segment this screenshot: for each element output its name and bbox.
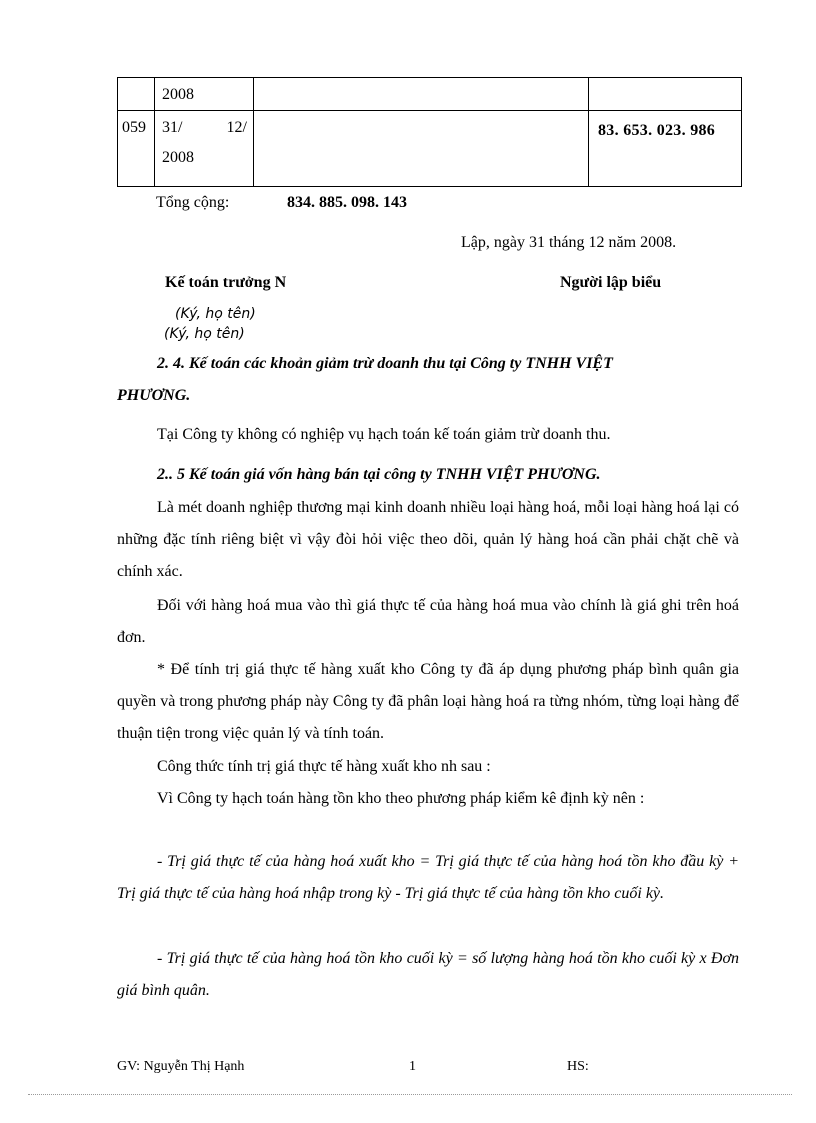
table-cell-date	[155, 111, 254, 187]
amount-value: 83. 653. 023. 986	[598, 122, 716, 139]
table-cell-amount	[589, 78, 742, 111]
paragraph: Đối với hàng hoá mua vào thì giá thực tế của hàng hoá mua vào chính là giá ghi trên hoá đơn.	[117, 597, 739, 646]
signature-note: (Ký, họ tên)	[164, 326, 245, 342]
ledger-table	[117, 77, 742, 187]
section-heading-2-4	[117, 348, 739, 412]
date-day-month	[162, 113, 247, 143]
code-text: 059	[122, 119, 146, 136]
table-row	[118, 78, 742, 111]
date-line: Lập, ngày 31 tháng 12 năm 2008.	[461, 234, 677, 251]
table-cell-code	[118, 78, 155, 111]
paragraph: * Để tính trị giá thực tế hàng xuất kho Công ty đã áp dụng phương pháp bình quân gia quyền và trong phương pháp này Công ty đã phân loại hàng hoá ra từng nhóm, từng loại hàng để thuận tiện trong việc quản lý và tính toán.	[117, 661, 739, 742]
date-day: 31/	[162, 119, 183, 136]
page-break-divider	[28, 1094, 792, 1095]
total-value: 834. 885. 098. 143	[287, 194, 407, 211]
formula-paragraph: - Trị giá thực tế của hàng hoá xuất kho = Trị giá thực tế của hàng hoá tồn kho đầu kỳ + Trị giá thực tế của hàng hoá nhập trong kỳ - Trị giá thực tế của hàng tồn kho cuối kỳ.	[117, 853, 739, 902]
signature-right-title: Người lập biểu	[560, 274, 662, 291]
table-cell-description	[254, 78, 589, 111]
formula-paragraph: - Trị giá thực tế của hàng hoá tồn kho cuối kỳ = số lượng hàng hoá tồn kho cuối kỳ x Đơn giá bình quân.	[117, 950, 739, 999]
table-row	[118, 111, 742, 187]
footer-teacher: GV: Nguyễn Thị Hạnh	[117, 1059, 245, 1074]
date-month: 12/	[226, 119, 247, 136]
section-2-4-text: Tại Công ty không có nghiệp vụ hạch toán kế toán giảm trừ doanh thu.	[157, 426, 611, 443]
section-heading-2-5: 2.. 5 Kế toán giá vốn hàng bán tại công ty TNHH VIỆT PHƯƠNG.	[157, 466, 601, 483]
date-year: 2008	[162, 149, 194, 166]
footer-student: HS:	[567, 1059, 589, 1074]
heading-line: 2. 4. Kế toán các khoản giảm trừ doanh thu tại Công ty TNHH VIỆT	[157, 355, 613, 372]
total-label: Tổng cộng:	[156, 194, 230, 211]
signature-left-title: Kế toán trưởng N	[165, 274, 287, 291]
date-year-text: 2008	[162, 86, 194, 103]
footer-page-number: 1	[409, 1059, 416, 1074]
paragraph: Công thức tính trị giá thực tế hàng xuất kho nh sau :	[157, 758, 491, 775]
heading-line: PHƯƠNG.	[117, 387, 191, 404]
paragraph: Vì Công ty hạch toán hàng tồn kho theo phương pháp kiểm kê định kỳ nên :	[157, 790, 645, 807]
signature-note: (Ký, họ tên)	[175, 306, 256, 322]
table-cell-description	[254, 111, 589, 187]
paragraph: Là mét doanh nghiệp thương mại kinh doanh nhiều loại hàng hoá, mỗi loại hàng hoá lại có những đặc tính riêng biệt vì vậy đòi hỏi việc theo dõi, quản lý hàng hoá cần phải chặt chẽ và chính xác.	[117, 499, 739, 580]
table-cell-date	[155, 78, 254, 111]
table-cell-amount	[589, 111, 742, 187]
table-cell-code	[118, 111, 155, 187]
